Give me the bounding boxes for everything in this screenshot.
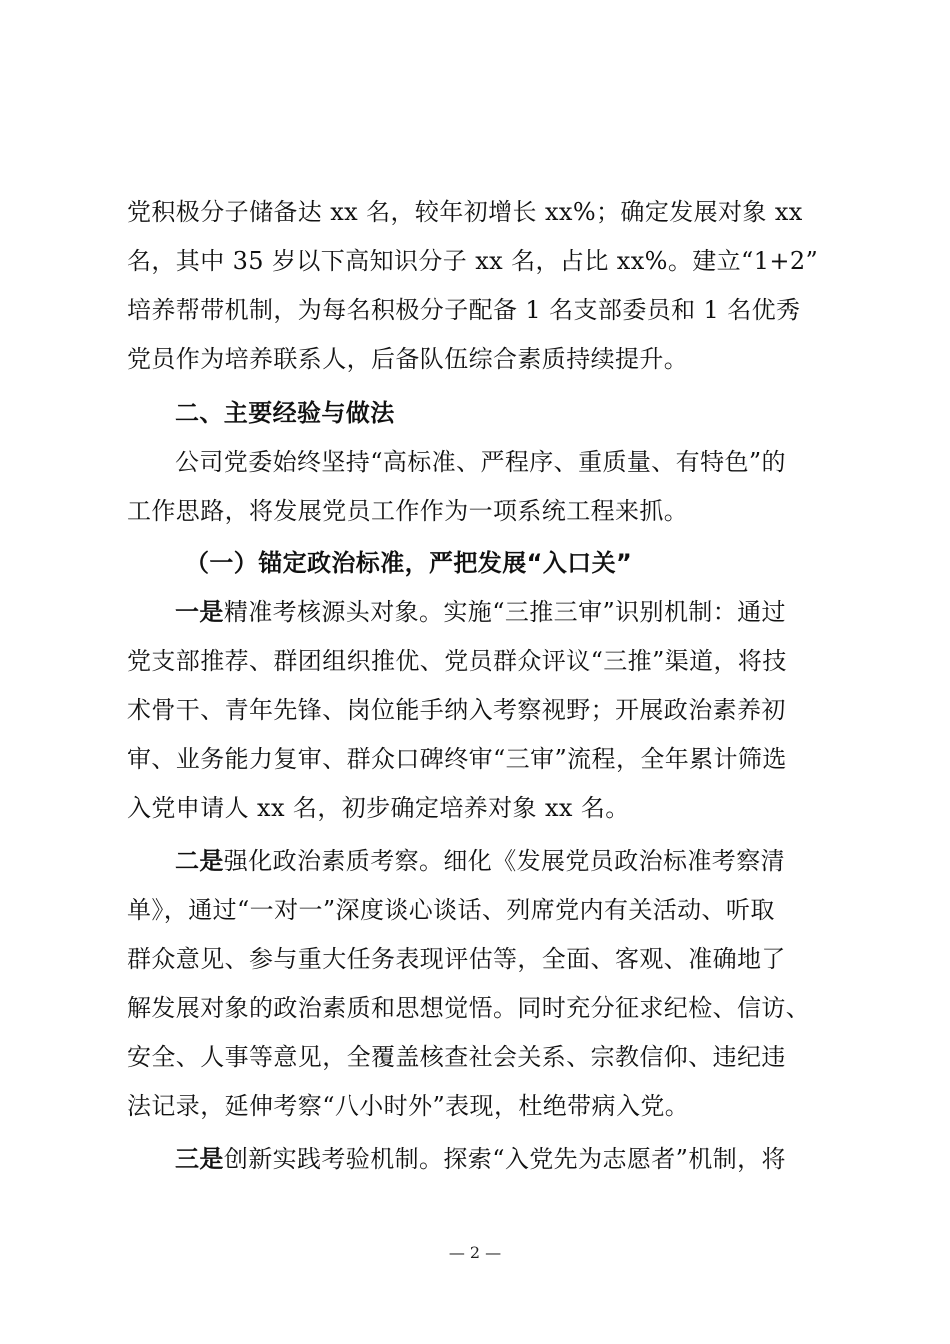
text-line: 术骨干、青年先锋、岗位能手纳入考察视野；开展政治素养初: [127, 696, 786, 724]
paragraph-item-3: [127, 1135, 839, 1184]
text-line: 党积极分子储备达 xx 名，较年初增长 xx%；确定发展对象 xx: [127, 198, 803, 226]
page-number: — 2 —: [448, 1243, 502, 1262]
section-heading: 二、主要经验与做法: [175, 399, 395, 427]
text-line: 党支部推荐、群团组织推优、党员群众评议“三推”渠道，将技: [127, 647, 787, 675]
item-text: 强化政治素质考察。细化《发展党员政治标准考察清: [223, 847, 786, 875]
paragraph-item-1: [127, 588, 839, 833]
text-line: 安全、人事等意见，全覆盖核查社会关系、宗教信仰、违纪违: [127, 1043, 786, 1071]
text-line: 工作思路，将发展党员工作作为一项系统工程来抓。: [127, 497, 689, 525]
text-line: 群众意见、参与重大任务表现评估等，全面、客观、准确地了: [127, 945, 786, 973]
text-line: 单》，通过“一对一”深度谈心谈话、列席党内有关活动、听取: [127, 896, 775, 924]
item-lead: 二是: [175, 847, 224, 875]
subsection-heading: （一）锚定政治标准，严把发展“入口关”: [185, 549, 633, 577]
text-line: 入党申请人 xx 名，初步确定培养对象 xx 名。: [127, 794, 630, 822]
text-line: [127, 588, 839, 637]
paragraph-item-2: [127, 837, 839, 1131]
text-line: 培养帮带机制，为每名积极分子配备 1 名支部委员和 1 名优秀: [127, 296, 801, 324]
item-lead: 一是: [175, 598, 224, 626]
item-text: 创新实践考验机制。探索“入党先为志愿者”机制，将: [223, 1145, 786, 1173]
text-line: 公司党委始终坚持“高标准、严程序、重质量、有特色”的: [175, 448, 786, 476]
text-line: 党员作为培养联系人，后备队伍综合素质持续提升。: [127, 345, 689, 373]
text-line: 法记录，延伸考察“八小时外”表现，杜绝带病入党。: [127, 1092, 690, 1120]
text-line: [127, 1135, 839, 1184]
item-lead: 三是: [175, 1145, 224, 1173]
text-line: [127, 837, 839, 886]
paragraph-intro: [127, 438, 839, 536]
text-line: 名，其中 35 岁以下高知识分子 xx 名，占比 xx%。建立“1+2”: [127, 247, 819, 275]
text-line: 审、业务能力复审、群众口碑终审“三审”流程，全年累计筛选: [127, 745, 787, 773]
paragraph-results: [127, 188, 839, 384]
item-text: 精准考核源头对象。实施“三推三审”识别机制：通过: [223, 598, 786, 626]
text-line: 解发展对象的政治素质和思想觉悟。同时充分征求纪检、信访、: [127, 994, 811, 1022]
